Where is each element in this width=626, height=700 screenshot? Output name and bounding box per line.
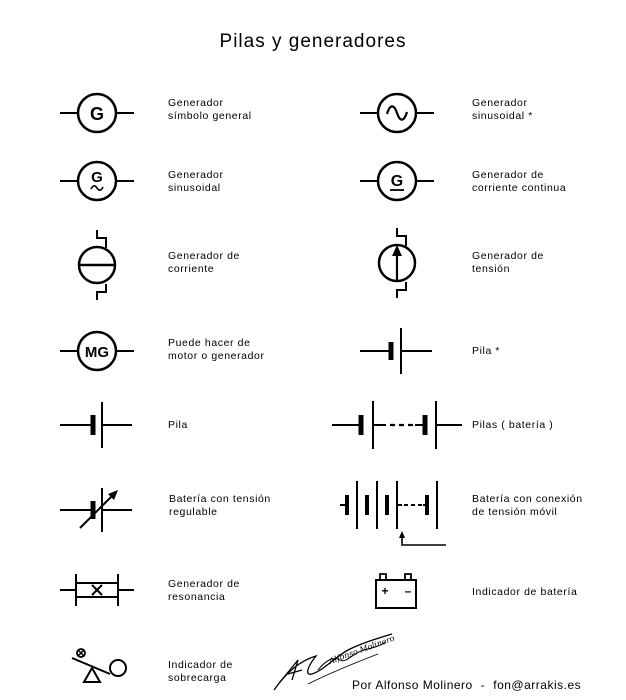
battery-cells-symbol — [330, 398, 464, 452]
label-indicador-de-sobrecarga: Indicador de sobrecarga — [168, 659, 233, 684]
footer-email[interactable]: fon@arrakis.es — [493, 678, 582, 692]
label-motor-o-generador: Puede hacer de motor o generador — [168, 337, 265, 362]
label-bateria-tension-regulable: Batería con tensión regulable — [169, 493, 271, 518]
label-generador-de-corriente: Generador de corriente — [168, 250, 240, 275]
cell-symbol — [58, 400, 138, 450]
cell-star-symbol — [356, 326, 436, 376]
current-source-symbol — [70, 228, 130, 304]
generator-glyph: MG — [84, 344, 110, 361]
dc-generator-symbol — [358, 158, 438, 204]
generator-glyph: G — [89, 104, 105, 124]
generator-glyph: G — [91, 169, 103, 186]
voltage-source-symbol — [370, 226, 430, 302]
label-generador-de-tension: Generador de tensión — [472, 250, 544, 275]
label-generador-simbolo-general: Generador símbolo general — [168, 97, 252, 122]
footer-separator: - — [480, 678, 486, 692]
page-title: Pilas y generadores — [219, 31, 407, 52]
battery-indicator-symbol — [374, 572, 424, 612]
label-generador-sinusoidal: Generador sinusoidal — [168, 169, 224, 194]
label-indicador-de-bateria: Indicador de batería — [472, 586, 578, 598]
signature-text: Alfonso Molinero — [327, 633, 396, 666]
footer — [352, 678, 581, 692]
plus-sign: + — [381, 584, 389, 598]
label-pilas-bateria: Pilas ( batería ) — [472, 419, 554, 431]
battery-moving-tap-symbol — [338, 478, 448, 550]
adjustable-battery-symbol — [58, 484, 138, 536]
label-pila-star: Pila * — [472, 345, 501, 357]
footer-author: Por Alfonso Molinero — [352, 678, 473, 692]
generator-general-symbol — [58, 90, 138, 136]
minus-sign: – — [404, 584, 412, 598]
label-generador-de-resonancia: Generador de resonancia — [168, 578, 240, 603]
label-generador-sinusoidal-star: Generador sinusoidal * — [472, 97, 533, 122]
label-pila: Pila — [168, 419, 188, 431]
label-generador-corriente-continua: Generador de corriente continua — [472, 169, 567, 194]
label-bateria-conexion-movil: Batería con conexión de tensión móvil — [472, 493, 583, 518]
motor-generator-symbol — [58, 328, 138, 374]
resonance-generator-symbol — [58, 570, 138, 614]
generator-glyph: G — [390, 173, 404, 190]
sinusoidal-generator-star-symbol — [358, 90, 438, 136]
sinusoidal-generator-symbol — [58, 158, 138, 204]
overload-indicator-symbol — [66, 646, 132, 688]
